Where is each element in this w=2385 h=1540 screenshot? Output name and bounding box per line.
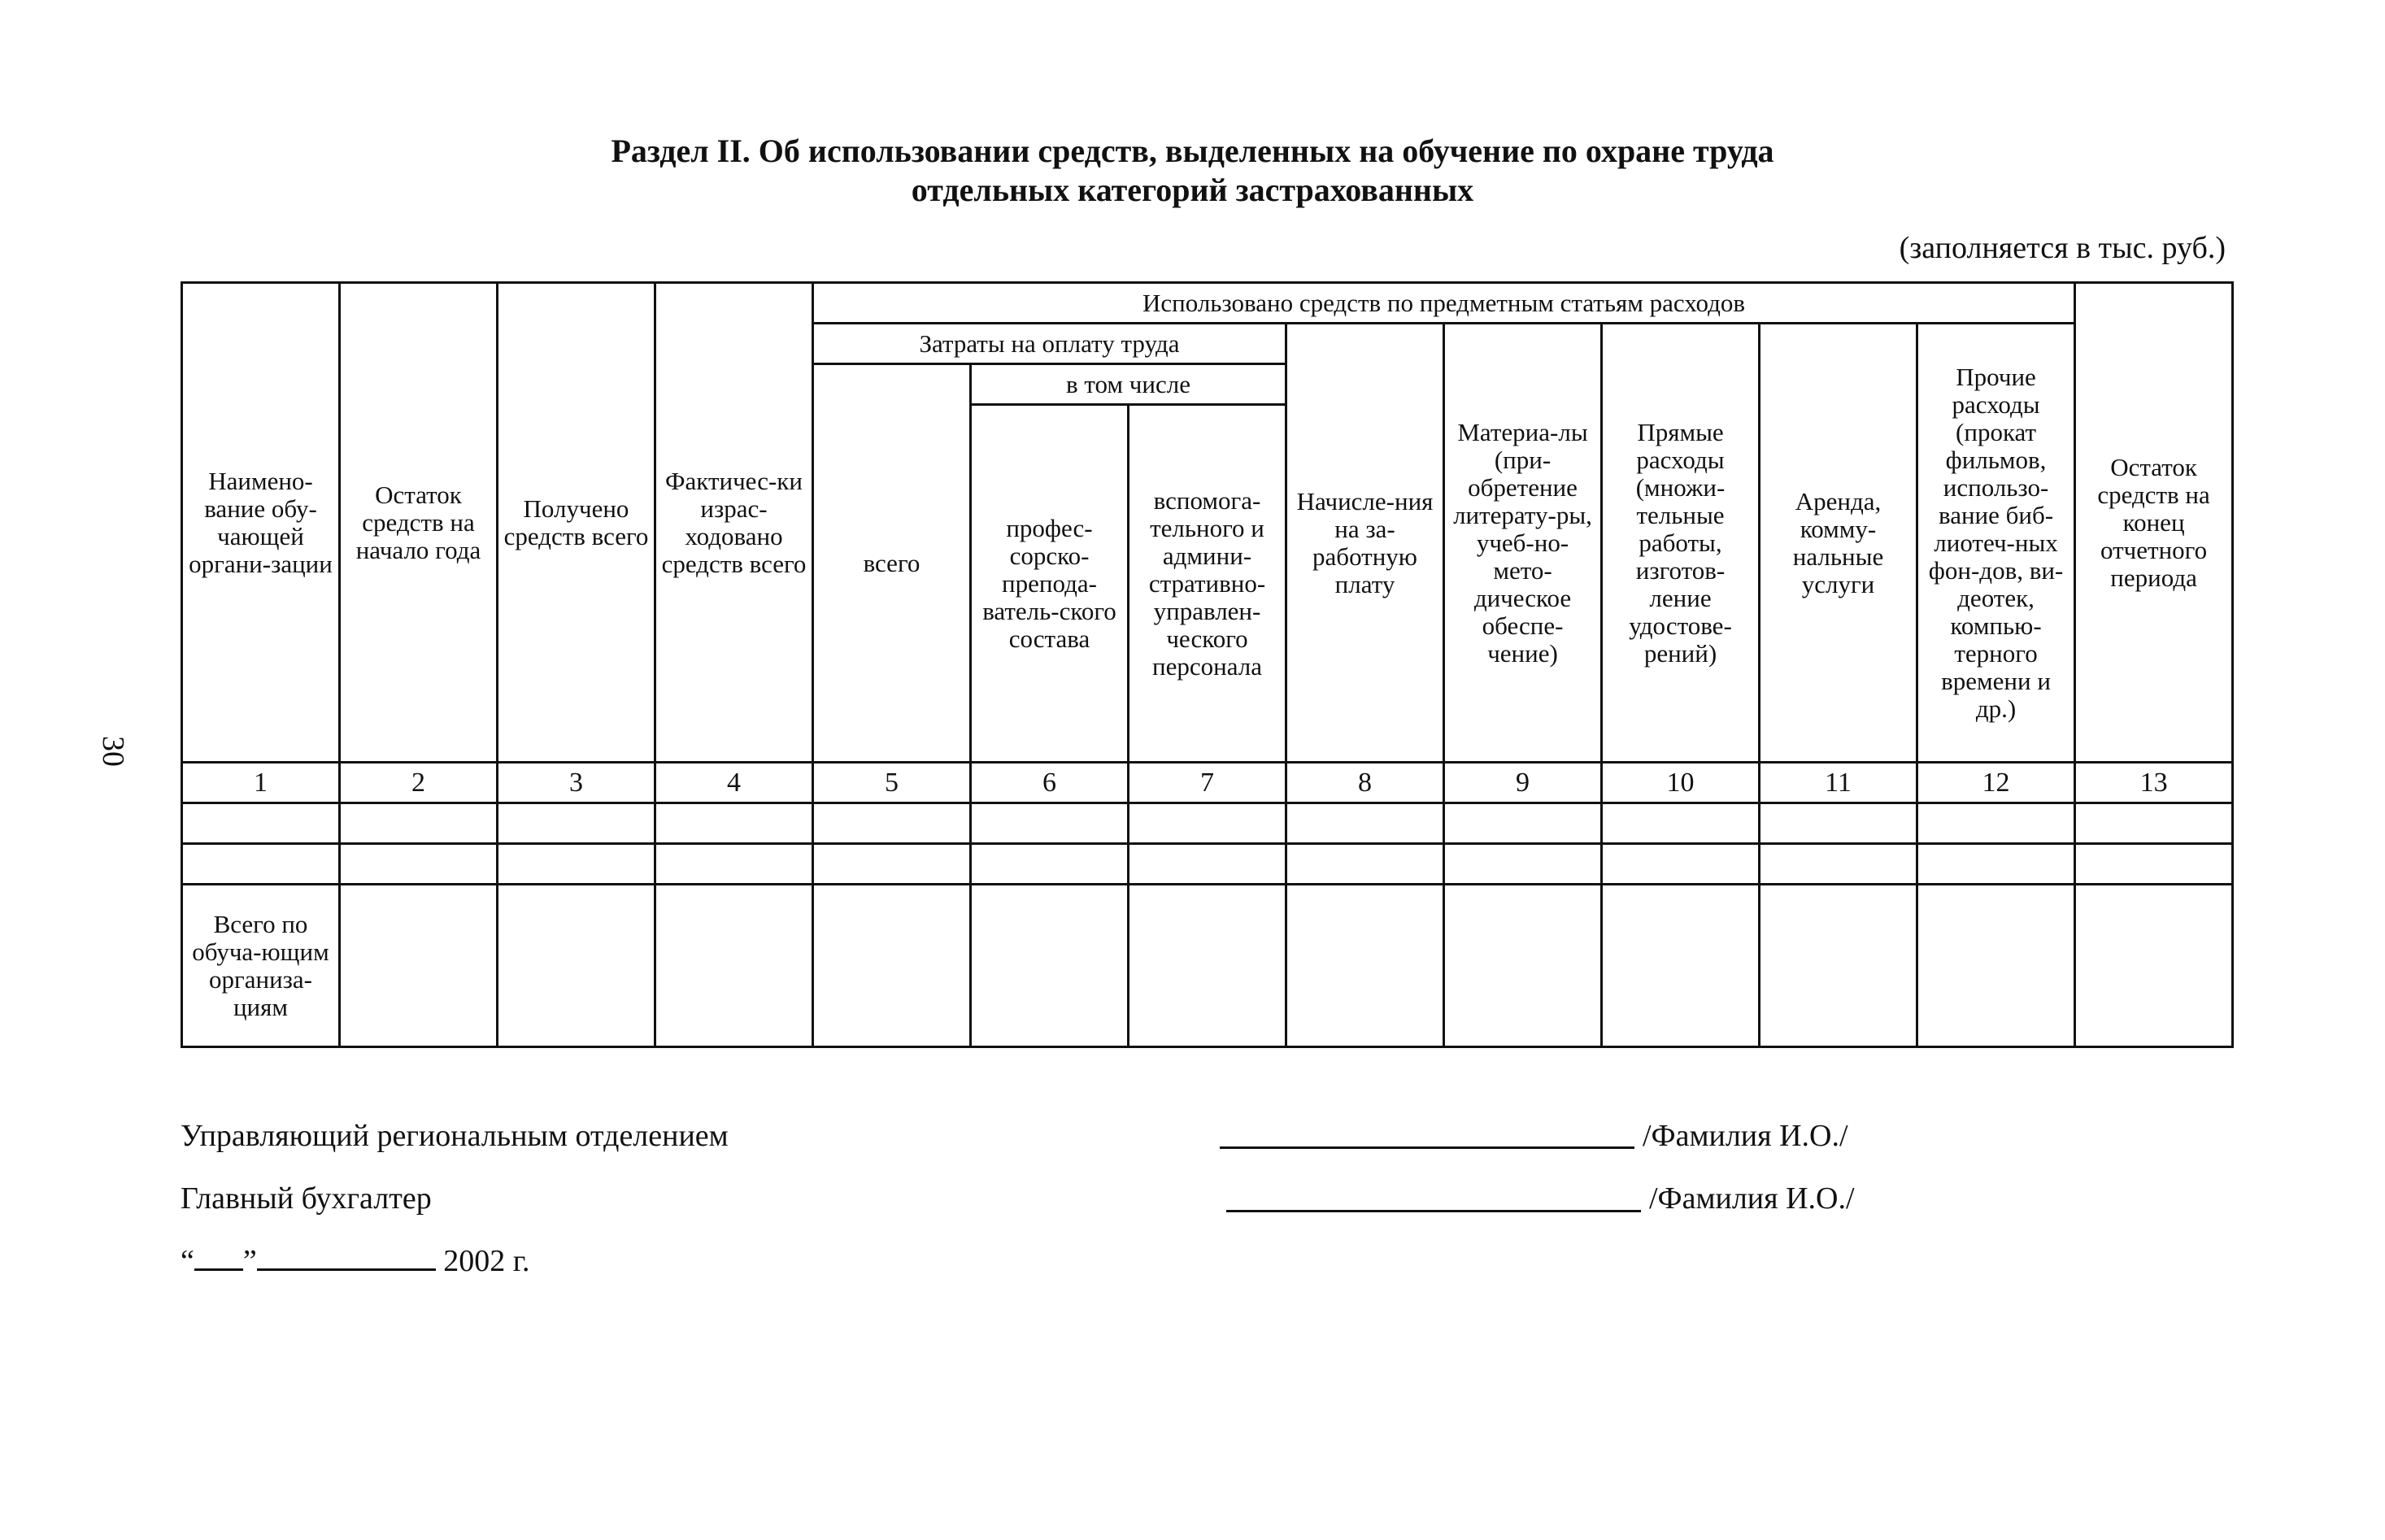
table-cell[interactable] bbox=[1917, 803, 2075, 844]
date-field bbox=[181, 1244, 530, 1277]
table-cell[interactable] bbox=[2075, 885, 2233, 1047]
col-header-6: профес-сорско-препода-ватель-ского состава bbox=[971, 405, 1129, 763]
table-cell[interactable] bbox=[498, 803, 655, 844]
table-cell[interactable] bbox=[813, 844, 971, 885]
col-number-5: 5 bbox=[813, 763, 971, 803]
day-blank[interactable] bbox=[194, 1244, 243, 1271]
table-cell[interactable] bbox=[1602, 885, 1760, 1047]
col-number-3: 3 bbox=[498, 763, 655, 803]
col-number-10: 10 bbox=[1602, 763, 1760, 803]
manager-signature-line[interactable] bbox=[1220, 1146, 1634, 1149]
col-header-3: Получено средств всего bbox=[498, 283, 655, 763]
col-number-11: 11 bbox=[1760, 763, 1917, 803]
page-number: 30 bbox=[96, 736, 130, 767]
col-number-1: 1 bbox=[182, 763, 340, 803]
table-cell[interactable] bbox=[655, 803, 813, 844]
accountant-signature-line[interactable] bbox=[1226, 1210, 1641, 1212]
including-header: в том числе bbox=[971, 364, 1286, 405]
col-number-6: 6 bbox=[971, 763, 1129, 803]
col-header-12: Прочие расходы (прокат фильмов, использо-вание биб-лиотеч-ных фон-дов, ви-деотек, компью-терного времени и др.) bbox=[1917, 324, 2075, 763]
table-cell[interactable] bbox=[182, 803, 340, 844]
table-cell[interactable] bbox=[498, 844, 655, 885]
table-cell[interactable] bbox=[1286, 844, 1444, 885]
month-blank[interactable] bbox=[257, 1244, 436, 1271]
table-cell[interactable] bbox=[1444, 844, 1602, 885]
col-number-9: 9 bbox=[1444, 763, 1602, 803]
col-header-8: Начисле-ния на за-работную плату bbox=[1286, 324, 1444, 763]
table-cell[interactable] bbox=[1760, 885, 1917, 1047]
col-header-13: Остаток средств на конец отчетного периода bbox=[2075, 283, 2233, 763]
manager-label: Управляющий региональным отделением bbox=[181, 1119, 729, 1153]
col-header-4: Фактичес-ки израс-ходовано средств всего bbox=[655, 283, 813, 763]
table-cell[interactable] bbox=[1129, 803, 1286, 844]
unit-note: (заполняется в тыс. руб.) bbox=[1899, 231, 2226, 265]
table-cell[interactable] bbox=[1129, 885, 1286, 1047]
table-row bbox=[182, 803, 2233, 844]
table-cell[interactable] bbox=[813, 885, 971, 1047]
section-title-line-2: отдельных категорий застрахованных bbox=[911, 172, 1474, 208]
col-number-12: 12 bbox=[1917, 763, 2075, 803]
table-cell[interactable] bbox=[182, 844, 340, 885]
col-header-9: Материа-лы (при-обретение литерату-ры, учеб-но-мето-дическое обеспе-чение) bbox=[1444, 324, 1602, 763]
table-cell[interactable] bbox=[340, 844, 498, 885]
table-cell[interactable] bbox=[1917, 885, 2075, 1047]
col-number-13: 13 bbox=[2075, 763, 2233, 803]
table-cell[interactable] bbox=[1760, 803, 1917, 844]
table-cell[interactable] bbox=[1286, 885, 1444, 1047]
table-cell[interactable] bbox=[2075, 844, 2233, 885]
col-header-10: Прямые расходы (множи-тельные работы, изготов-ление удостове-рений) bbox=[1602, 324, 1760, 763]
col-number-7: 7 bbox=[1129, 763, 1286, 803]
manager-name: /Фамилия И.О./ bbox=[1643, 1119, 1848, 1153]
section-title-line-1: Раздел II. Об использовании средств, выделенных на обучение по охране труда bbox=[611, 133, 1774, 169]
col-header-2: Остаток средств на начало года bbox=[340, 283, 498, 763]
expense-table bbox=[181, 281, 2234, 1048]
col-header-5: всего bbox=[813, 364, 971, 763]
table-cell[interactable] bbox=[655, 844, 813, 885]
col-number-8: 8 bbox=[1286, 763, 1444, 803]
table-cell[interactable] bbox=[1444, 803, 1602, 844]
table-cell[interactable] bbox=[813, 803, 971, 844]
table-cell[interactable] bbox=[340, 885, 498, 1047]
table-cell[interactable] bbox=[971, 844, 1129, 885]
accountant-name: /Фамилия И.О./ bbox=[1649, 1181, 1855, 1216]
col-header-7: вспомога-тельного и админи-стративно-управлен-ческого персонала bbox=[1129, 405, 1286, 763]
table-cell[interactable] bbox=[1286, 803, 1444, 844]
total-row bbox=[182, 885, 2233, 1047]
total-row-label: Всего по обуча-ющим организа-циям bbox=[182, 885, 340, 1047]
table-cell[interactable] bbox=[2075, 803, 2233, 844]
date-open-quote: “ bbox=[181, 1244, 194, 1278]
section-title bbox=[0, 132, 2385, 210]
table-cell[interactable] bbox=[1760, 844, 1917, 885]
table-cell[interactable] bbox=[1602, 844, 1760, 885]
labor-cost-header: Затраты на оплату труда bbox=[813, 324, 1286, 364]
table-cell[interactable] bbox=[655, 885, 813, 1047]
col-header-11: Аренда, комму-нальные услуги bbox=[1760, 324, 1917, 763]
table-cell[interactable] bbox=[971, 803, 1129, 844]
table-cell[interactable] bbox=[1129, 844, 1286, 885]
table-cell[interactable] bbox=[498, 885, 655, 1047]
group-header: Использовано средств по предметным статьям расходов bbox=[813, 283, 2075, 324]
accountant-label: Главный бухгалтер bbox=[181, 1181, 432, 1216]
table-cell[interactable] bbox=[1602, 803, 1760, 844]
col-header-1: Наимено-вание обу-чающей органи-зации bbox=[182, 283, 340, 763]
col-number-4: 4 bbox=[655, 763, 813, 803]
table-cell[interactable] bbox=[1444, 885, 1602, 1047]
table-row bbox=[182, 844, 2233, 885]
col-number-2: 2 bbox=[340, 763, 498, 803]
table-cell[interactable] bbox=[340, 803, 498, 844]
table-cell[interactable] bbox=[971, 885, 1129, 1047]
date-year: 2002 г. bbox=[443, 1244, 530, 1278]
date-close-quote: ” bbox=[242, 1244, 257, 1278]
table-cell[interactable] bbox=[1917, 844, 2075, 885]
